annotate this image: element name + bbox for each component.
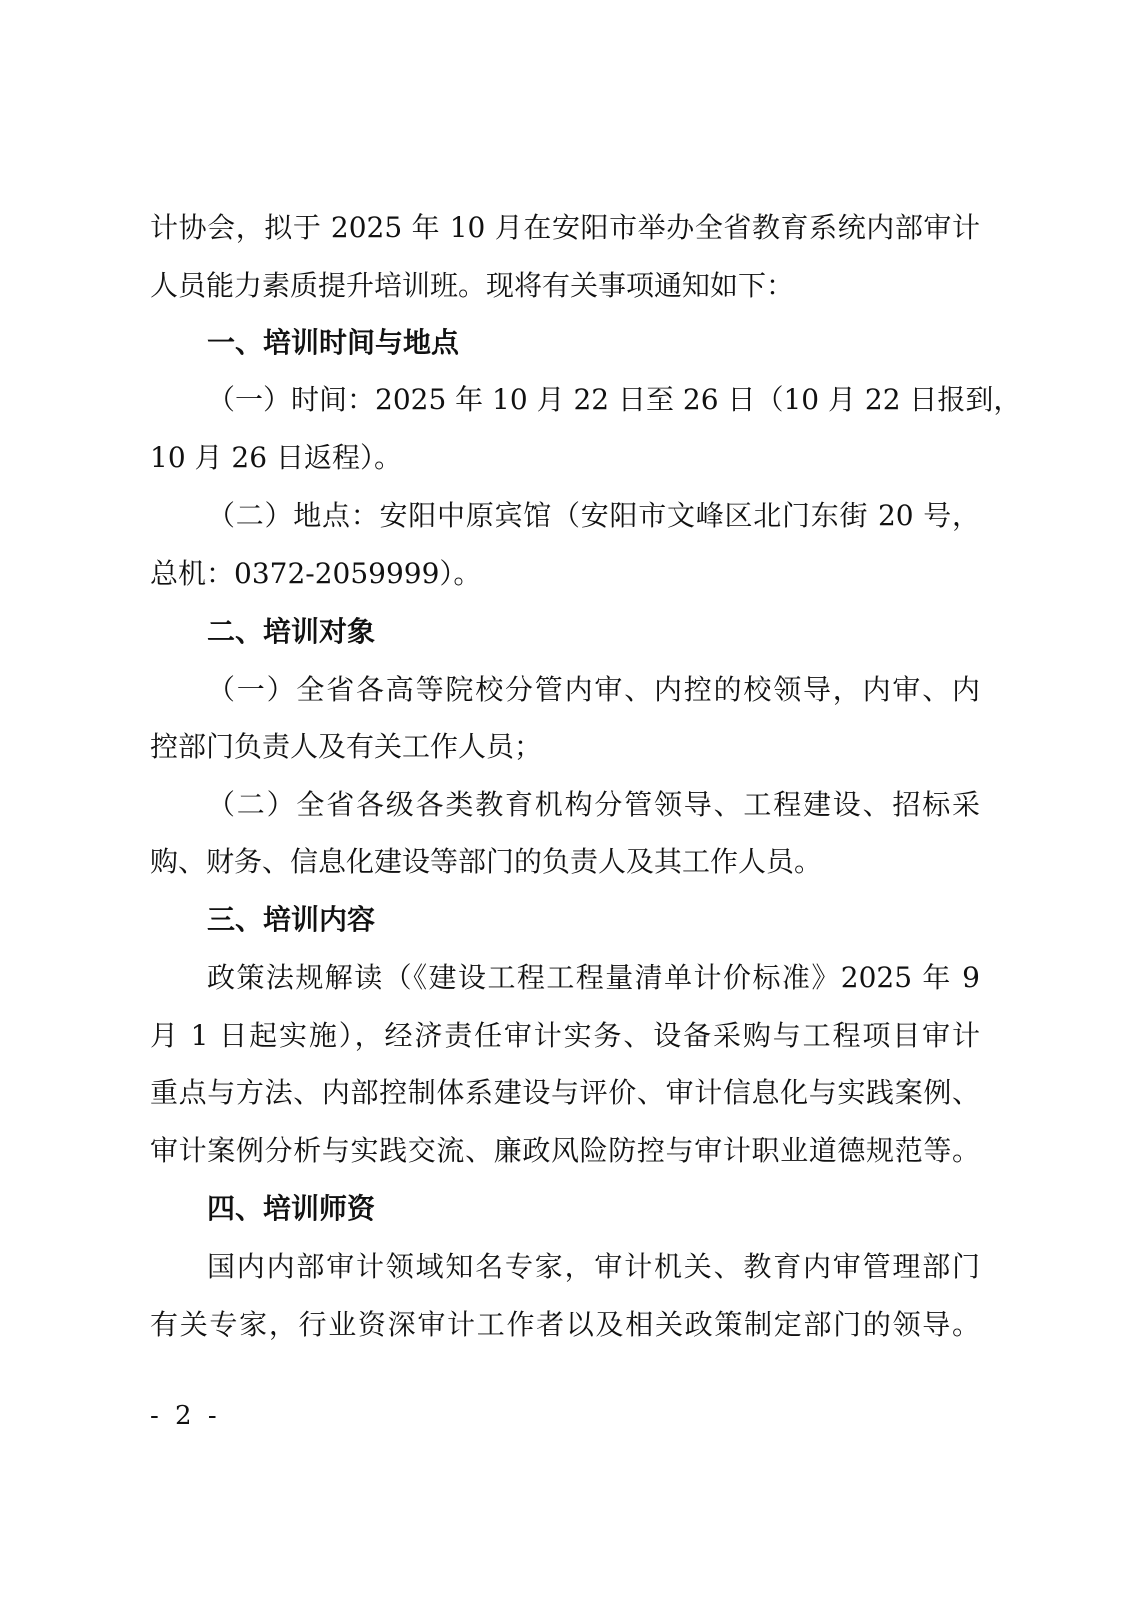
location-line-1: （二）地点：安阳中原宾馆（安阳市文峰区北门东街 20 号， [207,499,980,532]
intro-line-2: 人员能力素质提升培训班。现将有关事项通知如下： [150,269,795,302]
section-heading-time-location: 一、培训时间与地点 [207,326,460,359]
content-line-2: 月 1 日起实施），经济责任审计实务、设备采购与工程项目审计 [150,1019,980,1052]
time-line-2: 10 月 26 日返程）。 [150,441,402,474]
content-line-4: 审计案例分析与实践交流、廉政风险防控与审计职业道德规范等。 [150,1134,980,1167]
intro-line-1: 计协会，拟于 2025 年 10 月在安阳市举办全省教育系统内部审计 [150,211,980,244]
section-heading-instructors: 四、培训师资 [207,1192,376,1225]
participants-line-3: （二）全省各级各类教育机构分管领导、工程建设、招标采 [207,788,980,821]
content-line-3: 重点与方法、内部控制体系建设与评价、审计信息化与实践案例、 [150,1076,980,1109]
instructors-line-1: 国内内部审计领域知名专家，审计机关、教育内审管理部门 [207,1250,980,1283]
page-number: - 2 - [150,1401,221,1431]
participants-line-1: （一）全省各高等院校分管内审、内控的校领导，内审、内 [207,673,980,706]
participants-line-4: 购、财务、信息化建设等部门的负责人及其工作人员。 [150,845,823,878]
section-heading-content: 三、培训内容 [207,903,376,936]
content-line-1: 政策法规解读（《建设工程工程量清单计价标准》2025 年 9 [207,961,980,994]
location-line-2: 总机：0372-2059999）。 [150,557,482,590]
instructors-line-2: 有关专家，行业资深审计工作者以及相关政策制定部门的领导。 [150,1308,980,1341]
participants-line-2: 控部门负责人及有关工作人员； [150,730,543,763]
time-line-1: （一）时间：2025 年 10 月 22 日至 26 日（10 月 22 日报到， [207,383,1022,416]
section-heading-participants: 二、培训对象 [207,615,376,648]
